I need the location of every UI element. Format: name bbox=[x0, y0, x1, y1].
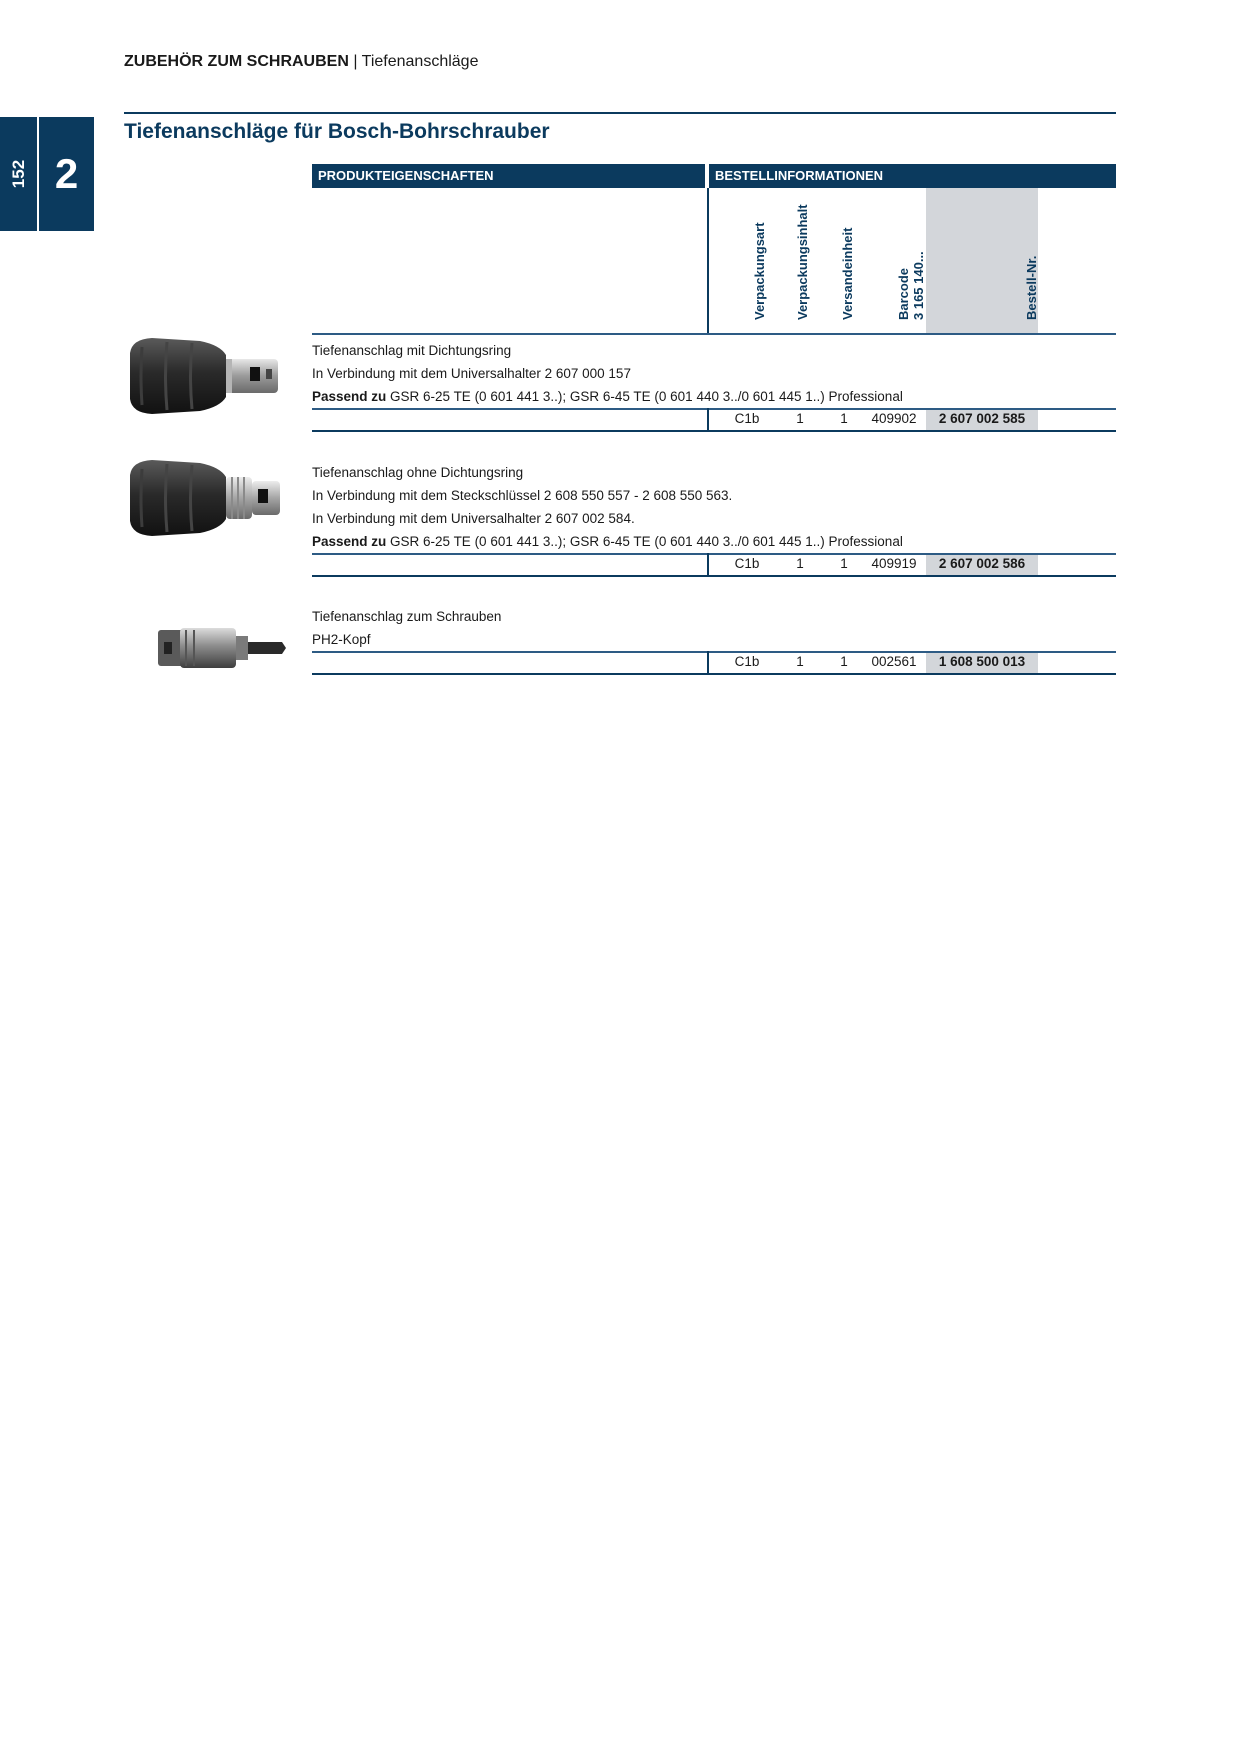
passend-text: GSR 6-25 TE (0 601 441 3..); GSR 6-45 TE (0 601 440 3../0 601 445 1..) Professional bbox=[386, 534, 903, 549]
product-2-divider bbox=[707, 553, 709, 577]
header-product-properties: PRODUKTEIGENSCHAFTEN bbox=[312, 164, 705, 188]
product-2-versandeinheit: 1 bbox=[840, 556, 848, 571]
breadcrumb-section: ZUBEHÖR ZUM SCHRAUBEN bbox=[124, 53, 349, 70]
breadcrumb-separator: | bbox=[348, 53, 362, 70]
depth-stop-without-seal-ring-image bbox=[122, 455, 292, 541]
depth-stop-with-seal-ring-image bbox=[122, 333, 292, 419]
product-2-verpackungsart: C1b bbox=[734, 556, 760, 571]
product-3-barcode: 002561 bbox=[871, 654, 917, 669]
product-3-verpackungsinhalt: 1 bbox=[796, 654, 804, 669]
product-2-line-2: In Verbindung mit dem Steckschlüssel 2 608 550 557 - 2 608 550 563. bbox=[312, 488, 733, 503]
col-verpackungsart: Verpackungsart bbox=[752, 222, 767, 320]
col-versandeinheit: Versandeinheit bbox=[840, 227, 855, 320]
product-3-versandeinheit: 1 bbox=[840, 654, 848, 669]
page-number: 152 bbox=[8, 159, 28, 189]
col-bestellnr: Bestell-Nr. bbox=[1024, 255, 1039, 320]
product-3-line-1: Tiefenanschlag zum Schrauben bbox=[312, 609, 502, 624]
header-bottom-rule bbox=[312, 333, 1116, 335]
product-2-compatibility bbox=[312, 534, 903, 549]
depth-stop-screwing-ph2-image bbox=[150, 620, 290, 676]
bestellnr-header-bg bbox=[926, 188, 1038, 333]
product-1-divider bbox=[707, 408, 709, 432]
product-1-bestellnr: 2 607 002 585 bbox=[938, 411, 1026, 426]
product-1-line-1: Tiefenanschlag mit Dichtungsring bbox=[312, 343, 512, 358]
product-2-verpackungsinhalt: 1 bbox=[796, 556, 804, 571]
title-rule bbox=[124, 112, 1116, 114]
product-3-line-2: PH2-Kopf bbox=[312, 632, 371, 647]
product-1-verpackungsinhalt: 1 bbox=[796, 411, 804, 426]
product-1-bottom-rule bbox=[312, 430, 1116, 432]
passend-text: GSR 6-25 TE (0 601 441 3..); GSR 6-45 TE (0 601 440 3../0 601 445 1..) Professional bbox=[386, 389, 903, 404]
col-barcode-label: Barcode bbox=[896, 267, 911, 320]
header-order-info: BESTELLINFORMATIONEN bbox=[709, 164, 1116, 188]
product-2-line-1: Tiefenanschlag ohne Dichtungsring bbox=[312, 465, 524, 480]
passend-label: Passend zu bbox=[312, 389, 387, 404]
product-1-verpackungsart: C1b bbox=[734, 411, 760, 426]
product-2-barcode: 409919 bbox=[871, 556, 917, 571]
page-title: Tiefenanschläge für Bosch-Bohrschrauber bbox=[124, 120, 550, 143]
product-2-line-3: In Verbindung mit dem Universalhalter 2 607 002 584. bbox=[312, 511, 635, 526]
product-3-bottom-rule bbox=[312, 673, 1116, 675]
product-2-bottom-rule bbox=[312, 575, 1116, 577]
product-1-barcode: 409902 bbox=[871, 411, 917, 426]
col-verpackungsinhalt: Verpackungsinhalt bbox=[795, 204, 810, 320]
product-1-compatibility bbox=[312, 389, 903, 404]
breadcrumb-subsection: Tiefenanschläge bbox=[361, 53, 479, 70]
product-1-versandeinheit: 1 bbox=[840, 411, 848, 426]
chapter-number: 2 bbox=[39, 117, 94, 231]
breadcrumb bbox=[124, 53, 478, 71]
product-3-verpackungsart: C1b bbox=[734, 654, 760, 669]
passend-label: Passend zu bbox=[312, 534, 387, 549]
product-1-line-2: In Verbindung mit dem Universalhalter 2 607 000 157 bbox=[312, 366, 631, 381]
product-3-bestellnr: 1 608 500 013 bbox=[938, 654, 1026, 669]
page-number-tab bbox=[0, 117, 37, 231]
product-2-bestellnr: 2 607 002 586 bbox=[938, 556, 1026, 571]
column-divider bbox=[707, 188, 709, 335]
product-3-divider bbox=[707, 651, 709, 675]
col-barcode-prefix: 3 165 140... bbox=[911, 251, 926, 320]
